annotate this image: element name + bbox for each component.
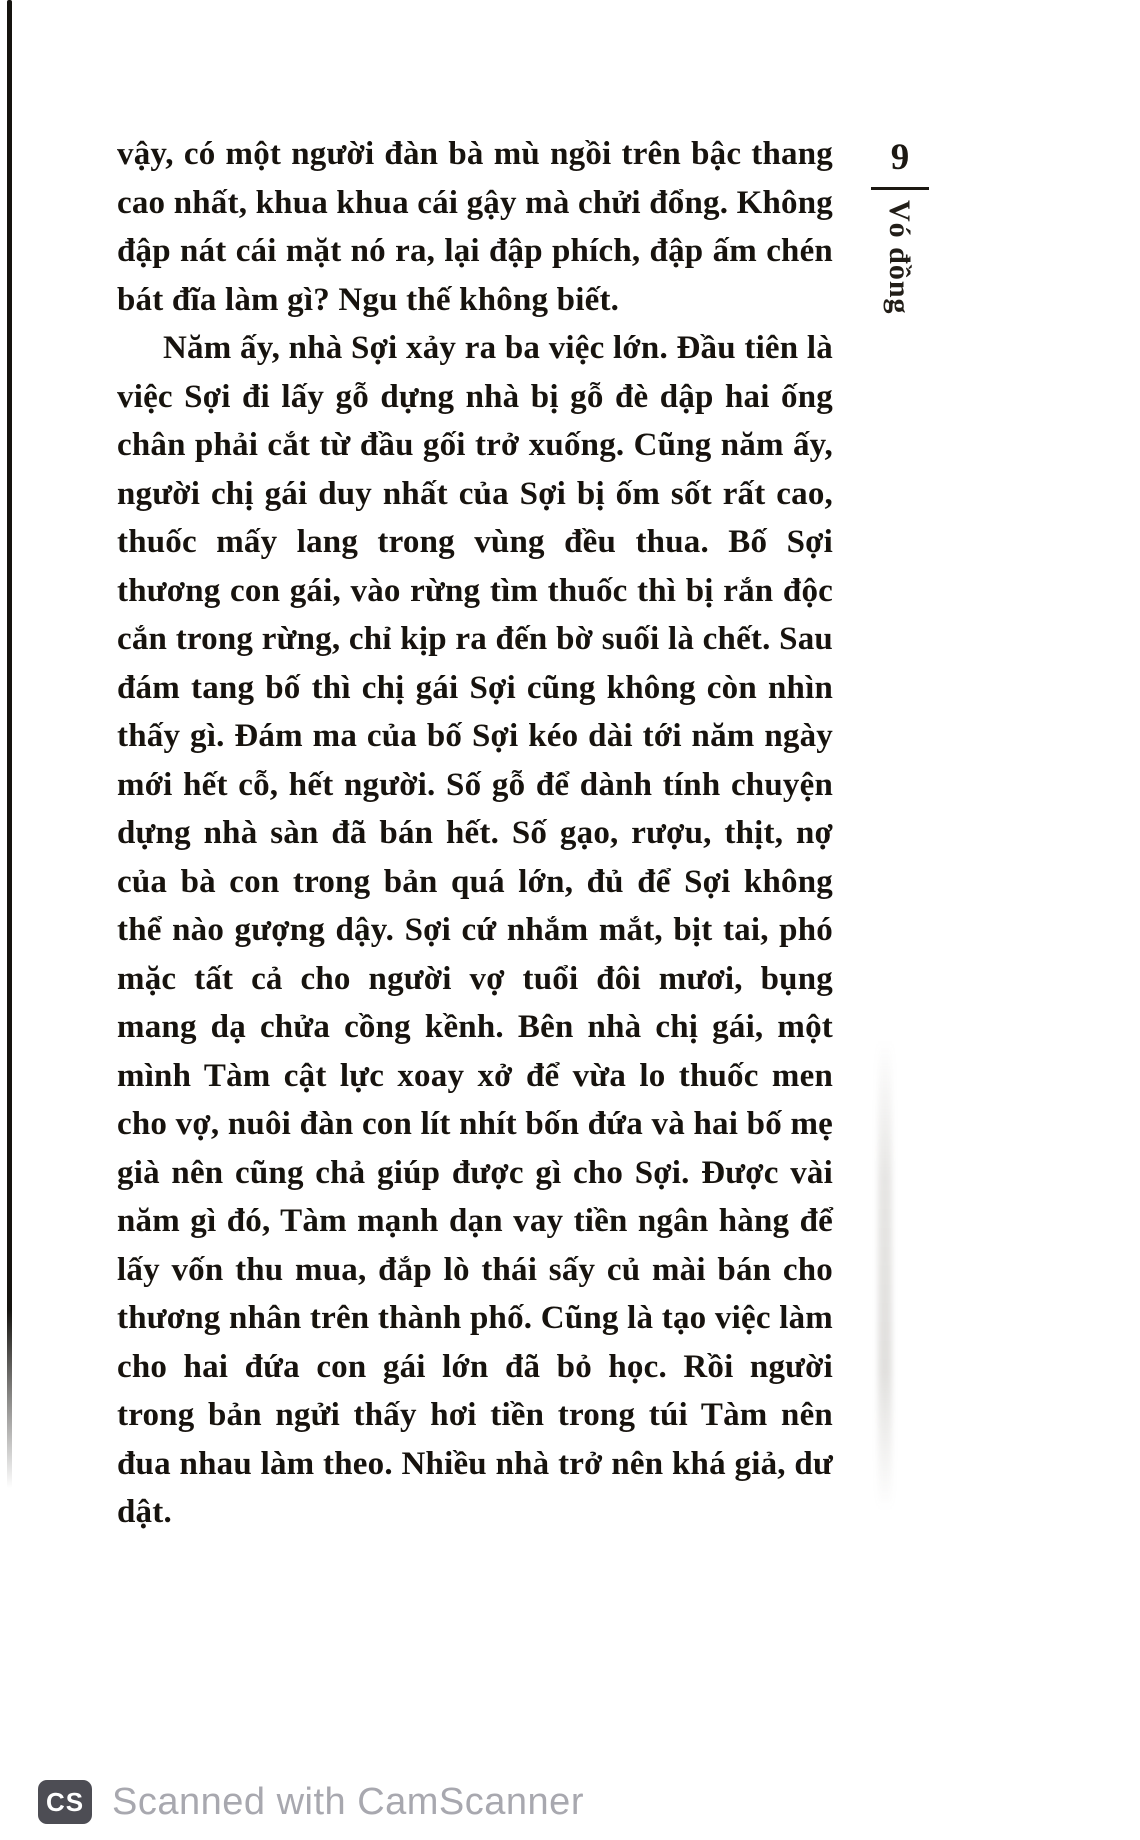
scan-edge-artifact [7, 0, 12, 1488]
camscanner-logo-icon [38, 1780, 92, 1824]
paragraph: Năm ấy, nhà Sợi xảy ra ba việc lớn. Đầu tiên là việc Sợi đi lấy gỗ dựng nhà bị gỗ đè dập hai ống chân phải cắt từ đầu gối trở xuống. Cũng năm ấy, người chị gái duy nhất của Sợi bị ốm sốt rất cao, thuốc mấy lang trong vùng đều thua. Bố Sợi thương con gái, vào rừng tìm thuốc thì bị rắn độc cắn trong rừng, chỉ kịp ra đến bờ suối là chết. Sau đám tang bố thì chị gái Sợi cũng không còn nhìn thấy gì. Đám ma của bố Sợi kéo dài tới năm ngày mới hết cỗ, hết người. Số gỗ để dành tính chuyện dựng nhà sàn đã bán hết. Số gạo, rượu, thịt, nợ của bà con trong bản quá lớn, đủ để Sợi không thể nào gượng dậy. Sợi cứ nhắm mắt, bịt tai, phó mặc tất cả cho người vợ tuổi đôi mươi, bụng mang dạ chửa cồng kềnh. Bên nhà chị gái, một mình Tàm cật lực xoay xở để vừa lo thuốc men cho vợ, nuôi đàn con lít nhít bốn đứa và hai bố mẹ già nên cũng chả giúp được gì cho Sợi. Được vài năm gì đó, Tàm mạnh dạn vay tiền ngân hàng để lấy vốn thu mua, đắp lò thái sấy củ mài bán cho thương nhân trên thành phố. Cũng là tạo việc làm cho hai đứa con gái lớn đã bỏ học. Rồi người trong bản ngửi thấy hơi tiền trong túi Tàm nên đua nhau làm theo. Nhiều nhà trở nên khá giả, dư dật. [117, 330, 833, 1530]
running-title: Vó đồng [883, 200, 916, 315]
folio-rule [871, 187, 929, 190]
page-margin-column [864, 136, 952, 350]
paragraph-continued: vậy, có một người đàn bà mù ngồi trên bậc thang cao nhất, khua khua cái gậy mà chửi đổng. Không đập nát cái mặt nó ra, lại đập phích, đập ấm chén bát đĩa làm gì? Ngu thế không biết. [117, 136, 833, 318]
camscanner-watermark [38, 1780, 584, 1824]
scan-shadow-artifact [878, 1040, 892, 1510]
camscanner-text: Scanned with CamScanner [112, 1780, 584, 1823]
page-number: 9 [890, 137, 910, 178]
body-text [117, 130, 833, 1537]
camscanner-logo-text: CS [45, 1786, 85, 1817]
